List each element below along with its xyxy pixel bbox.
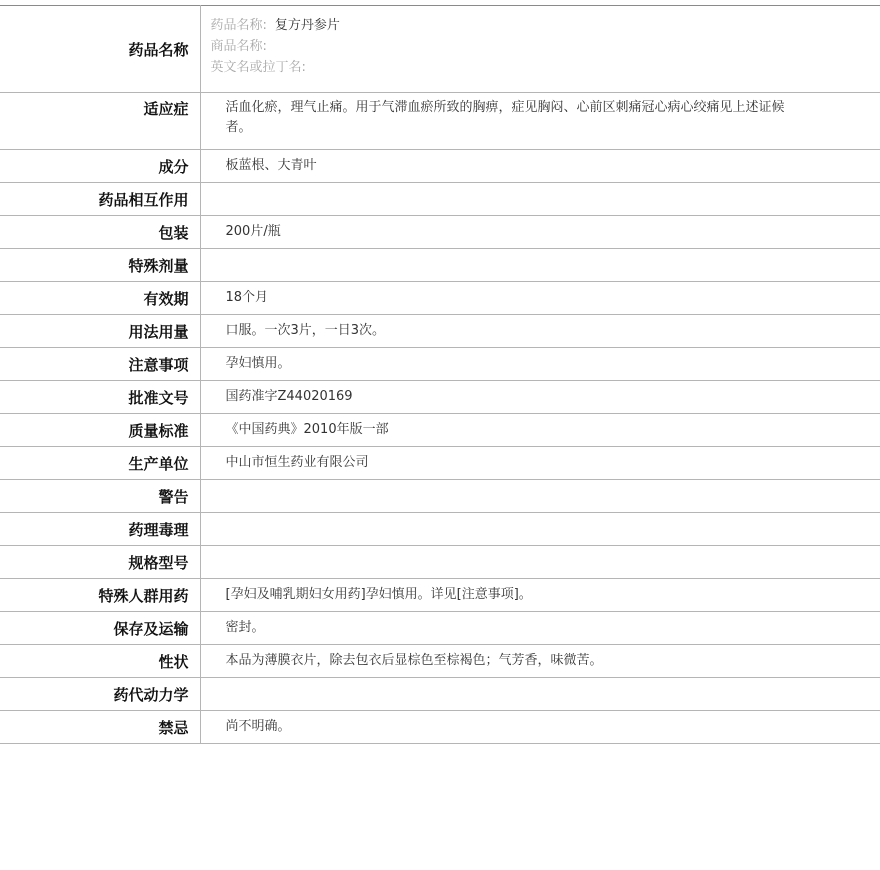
pharmacokinetics-row [0, 678, 880, 711]
precautions-row [0, 348, 880, 381]
row-value: 国药准字Z44020169 [200, 381, 880, 414]
row-label: 成分 [0, 150, 200, 183]
generic-name-line [211, 15, 880, 36]
drug-info-table [0, 5, 880, 744]
manufacturer-row [0, 447, 880, 480]
row-label: 警告 [0, 480, 200, 513]
row-value [200, 513, 880, 546]
row-label: 药代动力学 [0, 678, 200, 711]
row-label: 保存及运输 [0, 612, 200, 645]
row-label: 包装 [0, 216, 200, 249]
row-value: 《中国药典》2010年版一部 [200, 414, 880, 447]
row-label: 批准文号 [0, 381, 200, 414]
row-label: 用法用量 [0, 315, 200, 348]
row-value [200, 249, 880, 282]
row-value [200, 183, 880, 216]
row-value [200, 546, 880, 579]
quality-standard-row [0, 414, 880, 447]
pharmacology-row [0, 513, 880, 546]
row-label: 生产单位 [0, 447, 200, 480]
drug-name-label: 药品名称 [0, 6, 200, 93]
row-label: 注意事项 [0, 348, 200, 381]
row-label: 适应症 [0, 93, 200, 150]
row-value: 密封。 [200, 612, 880, 645]
row-value: [孕妇及哺乳期妇女用药]孕妇慎用。详见[注意事项]。 [200, 579, 880, 612]
trade-name-line [211, 36, 880, 57]
row-label: 性状 [0, 645, 200, 678]
row-value: 孕妇慎用。 [200, 348, 880, 381]
row-label: 特殊人群用药 [0, 579, 200, 612]
ingredients-row [0, 150, 880, 183]
interactions-row [0, 183, 880, 216]
row-label: 药品相互作用 [0, 183, 200, 216]
trade-name-key: 商品名称: [210, 39, 267, 54]
row-value: 本品为薄膜衣片，除去包衣后显棕色至棕褐色；气芳香，味微苦。 [200, 645, 880, 678]
row-value: 活血化瘀，理气止痛。用于气滞血瘀所致的胸痹，症见胸闷、心前区刺痛冠心病心绞痛见上述证候者。 [200, 93, 880, 150]
package-row [0, 216, 880, 249]
contraindications-row [0, 711, 880, 744]
description-row [0, 645, 880, 678]
row-value: 200片/瓶 [200, 216, 880, 249]
row-value: 中山市恒生药业有限公司 [200, 447, 880, 480]
row-value: 板蓝根、大青叶 [200, 150, 880, 183]
english-name-line [211, 57, 880, 78]
specification-row [0, 546, 880, 579]
row-value: 18个月 [200, 282, 880, 315]
special-dosage-row [0, 249, 880, 282]
row-value [200, 678, 880, 711]
storage-row [0, 612, 880, 645]
usage-row [0, 315, 880, 348]
row-value [200, 480, 880, 513]
row-label: 药理毒理 [0, 513, 200, 546]
row-value: 口服。一次3片，一日3次。 [200, 315, 880, 348]
row-value: 尚不明确。 [200, 711, 880, 744]
row-label: 特殊剂量 [0, 249, 200, 282]
drug-name-value [200, 6, 880, 93]
warning-row [0, 480, 880, 513]
row-label: 禁忌 [0, 711, 200, 744]
drug-name-row [0, 6, 880, 93]
shelf-life-row [0, 282, 880, 315]
generic-name-value: 复方丹参片 [274, 18, 340, 33]
row-label: 规格型号 [0, 546, 200, 579]
special-population-row [0, 579, 880, 612]
english-name-key: 英文名或拉丁名: [210, 60, 306, 75]
approval-number-row [0, 381, 880, 414]
row-label: 有效期 [0, 282, 200, 315]
indication-row [0, 93, 880, 150]
generic-name-key: 药品名称: [210, 18, 267, 33]
row-label: 质量标准 [0, 414, 200, 447]
